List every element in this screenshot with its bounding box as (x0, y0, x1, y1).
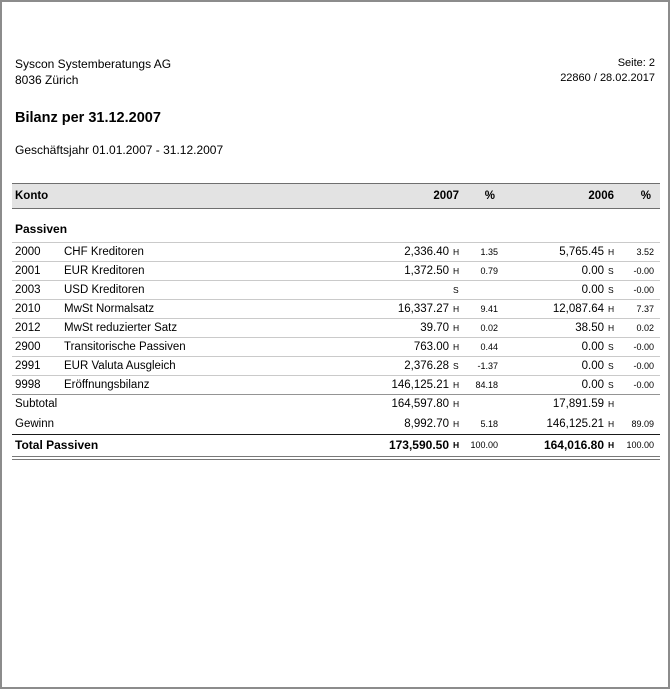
table-row (12, 242, 660, 261)
account-name: EUR Valuta Ausgleich (64, 360, 176, 372)
account-rows (12, 242, 660, 394)
amount-2006-suffix: H (608, 247, 615, 257)
table-row (12, 337, 660, 356)
amount-2006-suffix: S (608, 285, 614, 295)
summary-label: Subtotal (15, 398, 58, 410)
table-row (12, 280, 660, 299)
total-label: Total Passiven (15, 438, 99, 452)
amount-2006-suffix: H (608, 323, 615, 333)
amount-2007-suffix: H (453, 380, 460, 390)
amount-2007-suffix: H (453, 399, 460, 409)
company-name: Syscon Systemberatungs AG (15, 57, 172, 71)
table-row (12, 375, 660, 394)
percent-2006: -0.00 (633, 285, 654, 295)
percent-2007: 5.18 (480, 418, 498, 429)
amount-2007-suffix: S (453, 361, 459, 371)
amount-2007: 164,597.80 (391, 398, 449, 410)
column-header-konto: Konto (15, 189, 49, 202)
amount-2007-suffix: H (453, 247, 460, 257)
account-name: CHF Kreditoren (64, 246, 144, 258)
amount-2007: 2,336.40 (404, 246, 449, 258)
summary-row (12, 415, 660, 435)
table-row (12, 356, 660, 375)
percent-2007: 0.02 (480, 323, 498, 333)
amount-2006-suffix: S (608, 342, 614, 352)
section-header-passiven: Passiven (15, 222, 68, 236)
amount-2007-suffix: H (453, 304, 460, 314)
percent-2006: 3.52 (636, 247, 654, 257)
table-header-row (12, 183, 660, 209)
letterhead-meta (560, 56, 655, 86)
percent-2007: 1.35 (480, 247, 498, 257)
amount-2006: 0.00 (581, 284, 604, 296)
page-number: Seite: 2 (617, 57, 655, 69)
amount-2007: 39.70 (420, 322, 449, 334)
letterhead-company (15, 56, 171, 88)
percent-2006: -0.00 (633, 266, 654, 276)
account-name: MwSt Normalsatz (64, 303, 155, 315)
percent-2007: 0.79 (480, 266, 498, 276)
column-header-percent-2006: % (640, 189, 651, 202)
account-name: Eröffnungsbilanz (64, 379, 150, 391)
account-name: USD Kreditoren (64, 284, 145, 296)
account-name: Transitorische Passiven (64, 341, 186, 353)
percent-2007: 84.18 (475, 380, 498, 390)
amount-2007: 16,337.27 (397, 303, 449, 315)
amount-2006: 0.00 (581, 360, 604, 372)
total-row (12, 434, 660, 456)
percent-2006: 0.02 (636, 323, 654, 333)
amount-2006: 12,087.64 (552, 303, 604, 315)
amount-2006: 0.00 (581, 341, 604, 353)
account-number: 2000 (15, 246, 41, 258)
account-number: 2900 (15, 341, 41, 353)
percent-2006: -0.00 (633, 380, 654, 390)
table-row (12, 318, 660, 337)
amount-2006: 5,765.45 (559, 246, 604, 258)
percent-2007: 9.41 (480, 304, 498, 314)
summary-label: Gewinn (15, 417, 54, 430)
column-header-percent-2007: % (484, 189, 495, 202)
percent-2007: 0.44 (480, 342, 498, 352)
amount-2007: 763.00 (413, 341, 449, 353)
fiscal-year-subtitle: Geschäftsjahr 01.01.2007 - 31.12.2007 (15, 143, 224, 157)
amount-2007-suffix: H (453, 266, 460, 276)
amount-2006-suffix: S (608, 380, 614, 390)
amount-2007-suffix: S (453, 285, 459, 295)
percent-2007: -1.37 (477, 361, 498, 371)
account-name: EUR Kreditoren (64, 265, 145, 277)
amount-2006-suffix: H (608, 304, 615, 314)
amount-2006: 146,125.21 (546, 417, 604, 430)
amount-2006-suffix: H (608, 418, 615, 429)
amount-2006-suffix: H (608, 399, 615, 409)
column-header-2006: 2006 (588, 189, 614, 202)
total-2007-suffix: H (453, 440, 460, 450)
summary-rows (12, 394, 660, 434)
balance-sheet-table (12, 183, 660, 460)
percent-2006: -0.00 (633, 361, 654, 371)
table-row (12, 261, 660, 280)
amount-2006: 0.00 (581, 265, 604, 277)
total-amount-2007: 173,590.50 (388, 438, 449, 452)
amount-2007-suffix: H (453, 323, 460, 333)
summary-row (12, 395, 660, 415)
total-2006-suffix: H (608, 440, 615, 450)
amount-2007: 2,376.28 (404, 360, 449, 372)
amount-2006-suffix: S (608, 361, 614, 371)
account-name: MwSt reduzierter Satz (64, 322, 178, 334)
total-percent-2006: 100.00 (626, 440, 654, 450)
account-number: 2010 (15, 303, 41, 315)
amount-2006: 38.50 (575, 322, 604, 334)
page-title: Bilanz per 31.12.2007 (15, 110, 161, 126)
account-number: 9998 (15, 379, 41, 391)
amount-2007-suffix: H (453, 342, 460, 352)
amount-2007: 146,125.21 (391, 379, 449, 391)
amount-2006: 17,891.59 (552, 398, 604, 410)
table-row (12, 299, 660, 318)
column-header-2007: 2007 (433, 189, 459, 202)
percent-2006: -0.00 (633, 342, 654, 352)
amount-2007: 1,372.50 (404, 265, 449, 277)
total-double-rule (12, 456, 660, 460)
percent-2006: 89.09 (631, 418, 654, 429)
amount-2006: 0.00 (581, 379, 604, 391)
total-amount-2006: 164,016.80 (543, 438, 604, 452)
account-number: 2003 (15, 284, 41, 296)
account-number: 2012 (15, 322, 41, 334)
amount-2006-suffix: S (608, 266, 614, 276)
company-city: 8036 Zürich (15, 73, 79, 87)
percent-2006: 7.37 (636, 304, 654, 314)
account-number: 2991 (15, 360, 41, 372)
total-percent-2007: 100.00 (470, 440, 498, 450)
amount-2007: 8,992.70 (404, 417, 449, 430)
amount-2007-suffix: H (453, 418, 460, 429)
account-number: 2001 (15, 265, 41, 277)
document-reference: 22860 / 28.02.2017 (560, 72, 655, 84)
